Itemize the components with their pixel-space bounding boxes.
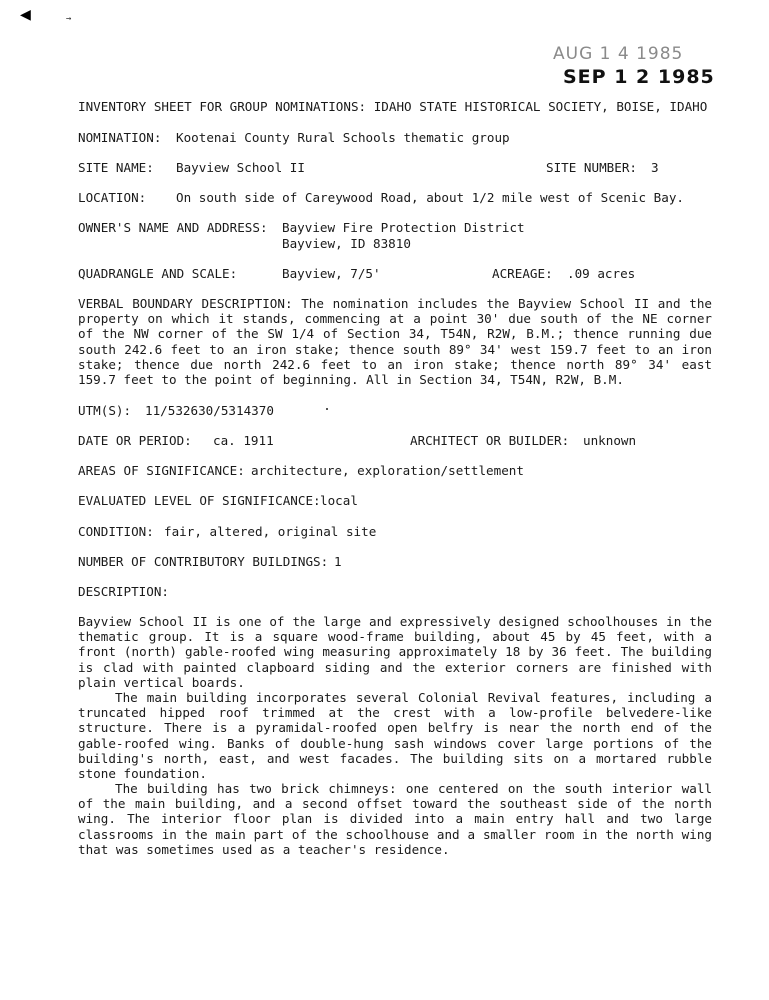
areas-value: architecture, exploration/settlement	[251, 463, 524, 478]
quadrangle-label: QUADRANGLE AND SCALE:	[78, 266, 238, 281]
owner-line-2: Bayview, ID 83810	[282, 236, 411, 251]
location-label: LOCATION:	[78, 190, 147, 205]
boundary-description: VERBAL BOUNDARY DESCRIPTION: The nomination includes the Bayview School II and the property on which it stands, commencing at a point 30' due south of the NE corner of the NW corner of the SW 1/4 of Section 34, T54N, R2W, B.M.; thence running due south 242.6 feet to an iron stake; thence south 89° 34' west 159.7 feet to an iron stake; thence due north 242.6 feet to an iron stake; thence north 89° 34' east 159.7 feet to the point of beginning. All in Section 34, T54N, R2W, B.M.	[78, 296, 712, 388]
location-value: On south side of Careywood Road, about 1/2 mile west of Scenic Bay.	[176, 190, 684, 205]
areas-label: AREAS OF SIGNIFICANCE:	[78, 463, 245, 478]
received-stamp-sep: SEP 1 2 1985	[563, 66, 715, 88]
nomination-label: NOMINATION:	[78, 130, 162, 145]
nomination-value: Kootenai County Rural Schools thematic group	[176, 130, 510, 145]
condition-label: CONDITION:	[78, 524, 154, 539]
description-paragraph-3: The building has two brick chimneys: one centered on the south interior wall of the main building, and a second offset toward the southeast side of the north wing. The interior floor plan is divided into a main entry hall and two large classrooms in the main part of the schoolhouse and a smaller room in the north wing that was sometimes used as a teacher's residence.	[78, 781, 712, 857]
date-value: ca. 1911	[213, 433, 274, 448]
contributory-value: 1	[334, 554, 342, 569]
received-stamp-aug: AUG 1 4 1985	[553, 44, 684, 64]
owner-line-1: Bayview Fire Protection District	[282, 220, 525, 235]
description-label: DESCRIPTION:	[78, 584, 169, 599]
condition-value: fair, altered, original site	[164, 524, 377, 539]
corner-arrow-mark: ◀	[20, 4, 31, 25]
acreage-label: ACREAGE:	[492, 266, 553, 281]
evaluated-label: EVALUATED LEVEL OF SIGNIFICANCE:	[78, 493, 321, 508]
contributory-label: NUMBER OF CONTRIBUTORY BUILDINGS:	[78, 554, 329, 569]
corner-tick-mark: →	[66, 14, 72, 24]
description-paragraph-1: Bayview School II is one of the large and expressively designed schoolhouses in the thematic group. It is a square wood-frame building, about 45 by 45 feet, with a front (north) gable-roofed wing measuring approximately 18 by 36 feet. The building is clad with painted clapboard siding and the exterior corners are finished with plain vertical boards.	[78, 614, 712, 690]
owner-label: OWNER'S NAME AND ADDRESS:	[78, 220, 268, 235]
site-number-value: 3	[651, 160, 659, 175]
utm-label: UTM(S):	[78, 403, 132, 418]
date-label: DATE OR PERIOD:	[78, 433, 192, 448]
architect-value: unknown	[583, 433, 637, 448]
evaluated-value: local	[320, 493, 358, 508]
document-header: INVENTORY SHEET FOR GROUP NOMINATIONS: IDAHO STATE HISTORICAL SOCIETY, BOISE, IDAHO	[78, 99, 708, 114]
site-name-value: Bayview School II	[176, 160, 305, 175]
stray-dot	[326, 408, 328, 410]
architect-label: ARCHITECT OR BUILDER:	[410, 433, 570, 448]
description-paragraph-2: The main building incorporates several Colonial Revival features, including a truncated hipped roof trimmed at the crest with a low-profile belvedere-like structure. There is a pyramidal-roofed open belfry is near the north end of the gable-roofed wing. Banks of double-hung sash windows cover large portions of the building's north, east, and west facades. The building sits on a mortared rubble stone foundation.	[78, 690, 712, 782]
quadrangle-value: Bayview, 7/5'	[282, 266, 381, 281]
site-number-label: SITE NUMBER:	[546, 160, 637, 175]
utm-value: 11/532630/5314370	[145, 403, 274, 418]
acreage-value: .09 acres	[567, 266, 636, 281]
site-name-label: SITE NAME:	[78, 160, 154, 175]
